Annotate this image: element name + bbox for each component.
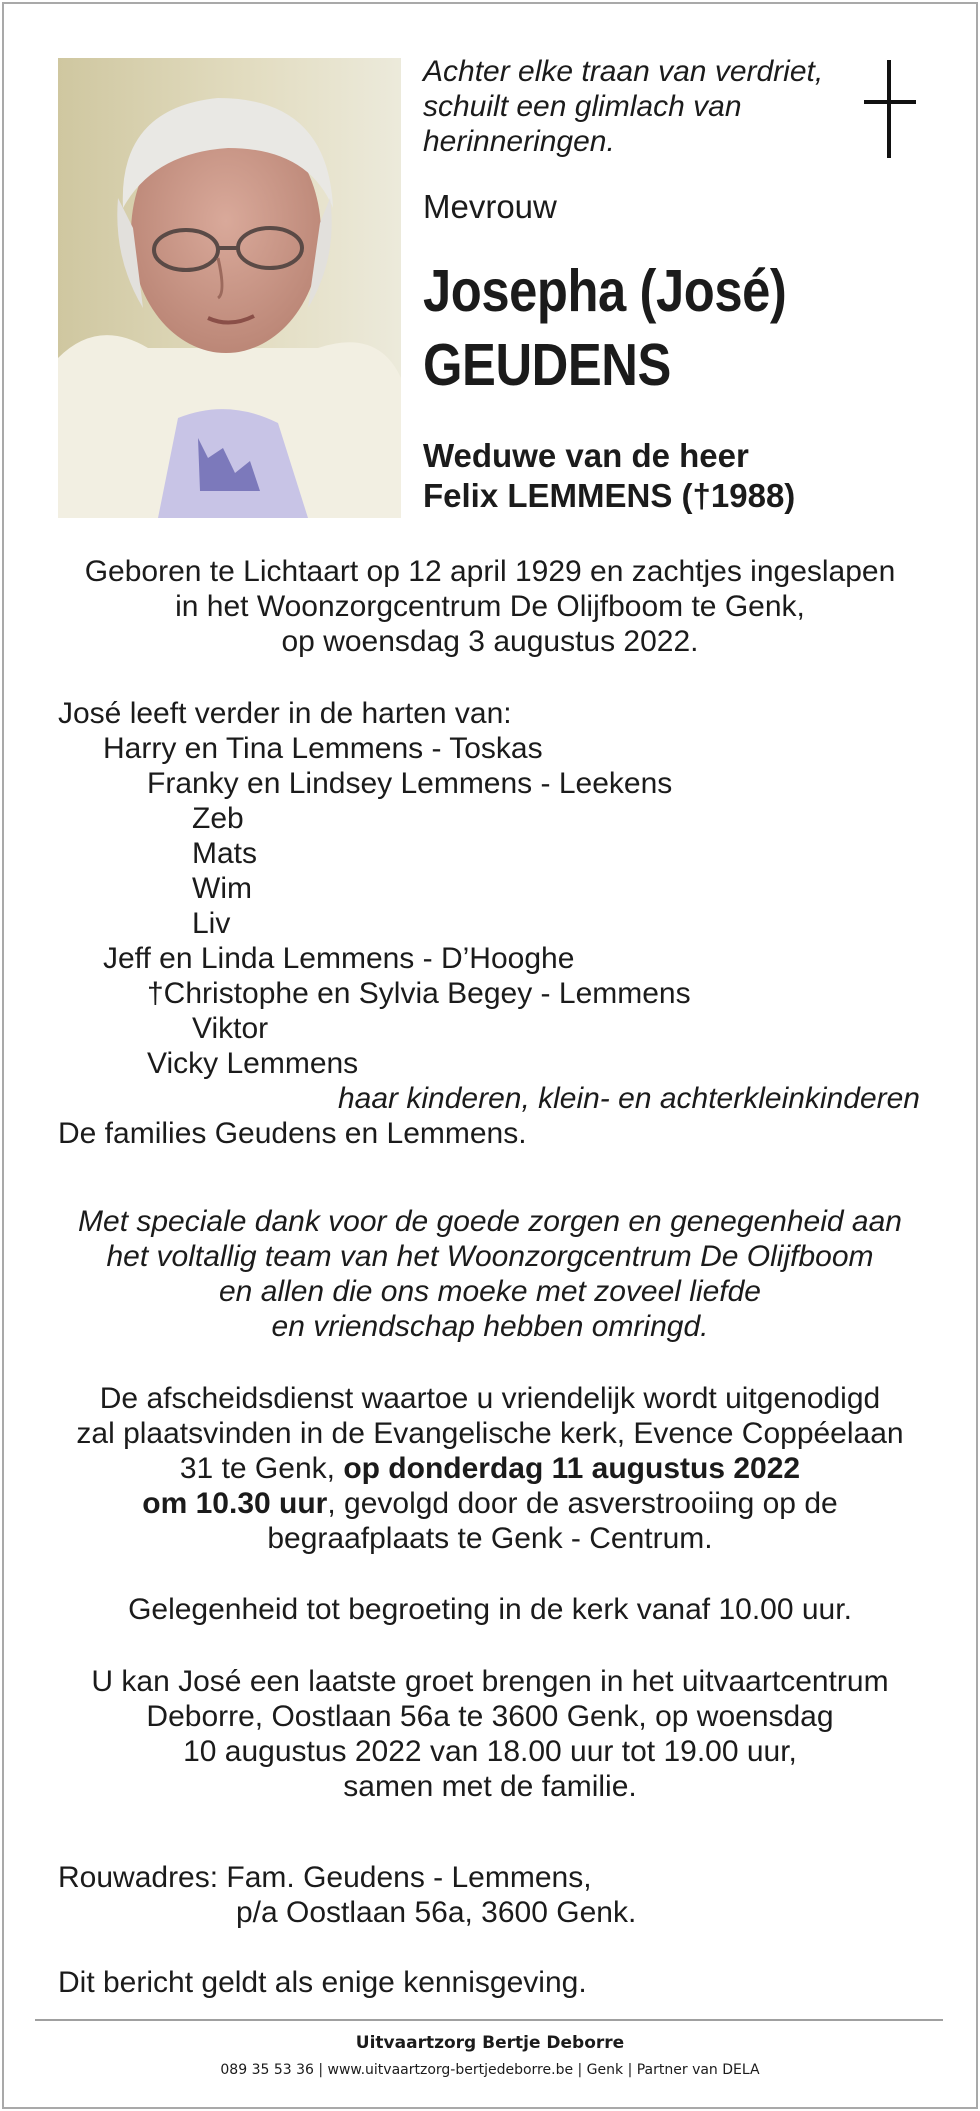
family-list bbox=[58, 696, 938, 1151]
service-line bbox=[40, 1486, 940, 1521]
service-info bbox=[40, 1381, 940, 1556]
footer-divider bbox=[35, 2019, 943, 2021]
quote-line: Achter elke traan van verdriet, bbox=[423, 55, 824, 88]
service-text: , gevolgd door de asverstrooiing op de bbox=[327, 1487, 838, 1520]
widow-line: Weduwe van de heer bbox=[423, 437, 749, 474]
deceased-name bbox=[423, 254, 870, 402]
thanks-line: en vriendschap hebben omringd. bbox=[271, 1310, 709, 1343]
birth-line: Geboren te Lichtaart op 12 april 1929 en zachtjes ingeslapen bbox=[84, 555, 896, 588]
funeral-home-contact: 089 35 53 36 | www.uitvaartzorg-bertjedeborre.be | Genk | Partner van DELA bbox=[220, 2062, 760, 2078]
name-line: Josepha (José) bbox=[423, 258, 787, 324]
widow-line: Felix LEMMENS (†1988) bbox=[423, 477, 796, 514]
quote-line: schuilt een glimlach van bbox=[423, 90, 742, 123]
memorial-quote bbox=[423, 54, 863, 159]
quote-line: herinneringen. bbox=[423, 125, 615, 158]
family-member: Zeb bbox=[192, 802, 244, 835]
greeting-info bbox=[40, 1592, 940, 1627]
birth-death-info bbox=[40, 554, 940, 659]
service-time: om 10.30 uur bbox=[142, 1487, 328, 1520]
family-member: Jeff en Linda Lemmens - D’Hooghe bbox=[103, 942, 575, 975]
visit-line: Deborre, Oostlaan 56a te 3600 Genk, op woensdag bbox=[146, 1700, 834, 1733]
visitation-info bbox=[40, 1664, 940, 1804]
widow-of bbox=[423, 436, 963, 516]
visit-line: U kan José een laatste groet brengen in het uitvaartcentrum bbox=[91, 1665, 889, 1698]
family-member: †Christophe en Sylvia Begey - Lemmens bbox=[147, 977, 691, 1010]
service-line: zal plaatsvinden in de Evangelische kerk, Evence Coppéelaan bbox=[76, 1417, 904, 1450]
service-line: begraafplaats te Genk - Centrum. bbox=[267, 1522, 713, 1555]
family-member: Viktor bbox=[192, 1012, 269, 1045]
service-date: op donderdag 11 augustus 2022 bbox=[343, 1452, 801, 1485]
funeral-home-name: Uitvaartzorg Bertje Deborre bbox=[355, 2033, 625, 2053]
thanks-line: het voltallig team van het Woonzorgcentrum De Olijfboom bbox=[106, 1240, 874, 1273]
salutation: Mevrouw bbox=[423, 188, 557, 225]
family-member: Franky en Lindsey Lemmens - Leekens bbox=[147, 767, 673, 800]
thanks-message bbox=[40, 1204, 940, 1344]
family-summary: haar kinderen, klein- en achterkleinkinderen bbox=[337, 1082, 920, 1115]
portrait-photo bbox=[58, 58, 401, 518]
greeting-line: Gelegenheid tot begroeting in de kerk vanaf 10.00 uur. bbox=[128, 1593, 852, 1626]
families-line: De families Geudens en Lemmens. bbox=[58, 1117, 527, 1150]
address-line: p/a Oostlaan 56a, 3600 Genk. bbox=[236, 1896, 637, 1929]
service-text: 31 te Genk, bbox=[179, 1452, 344, 1485]
birth-line: in het Woonzorgcentrum De Olijfboom te Genk, bbox=[175, 590, 805, 623]
address-line: Rouwadres: Fam. Geudens - Lemmens, bbox=[58, 1861, 592, 1894]
family-member: Harry en Tina Lemmens - Toskas bbox=[103, 732, 543, 765]
visit-line: 10 augustus 2022 van 18.00 uur tot 19.00 uur, bbox=[183, 1735, 797, 1768]
birth-line: op woensdag 3 augustus 2022. bbox=[281, 625, 699, 658]
service-line: De afscheidsdienst waartoe u vriendelijk wordt uitgenodigd bbox=[99, 1382, 881, 1415]
family-member: Mats bbox=[192, 837, 258, 870]
service-line bbox=[40, 1451, 940, 1486]
thanks-line: Met speciale dank voor de goede zorgen en genegenheid aan bbox=[78, 1205, 902, 1238]
mourning-address bbox=[58, 1860, 636, 1930]
family-intro: José leeft verder in de harten van: bbox=[58, 697, 512, 730]
thanks-line: en allen die ons moeke met zoveel liefde bbox=[219, 1275, 761, 1308]
name-line: GEUDENS bbox=[423, 332, 671, 398]
notice-text: Dit bericht geldt als enige kennisgeving. bbox=[58, 1966, 587, 1999]
family-member: Liv bbox=[192, 907, 231, 940]
cross-icon bbox=[860, 60, 920, 160]
visit-line: samen met de familie. bbox=[343, 1770, 637, 1803]
family-member: Vicky Lemmens bbox=[147, 1047, 359, 1080]
family-member: Wim bbox=[192, 872, 252, 905]
